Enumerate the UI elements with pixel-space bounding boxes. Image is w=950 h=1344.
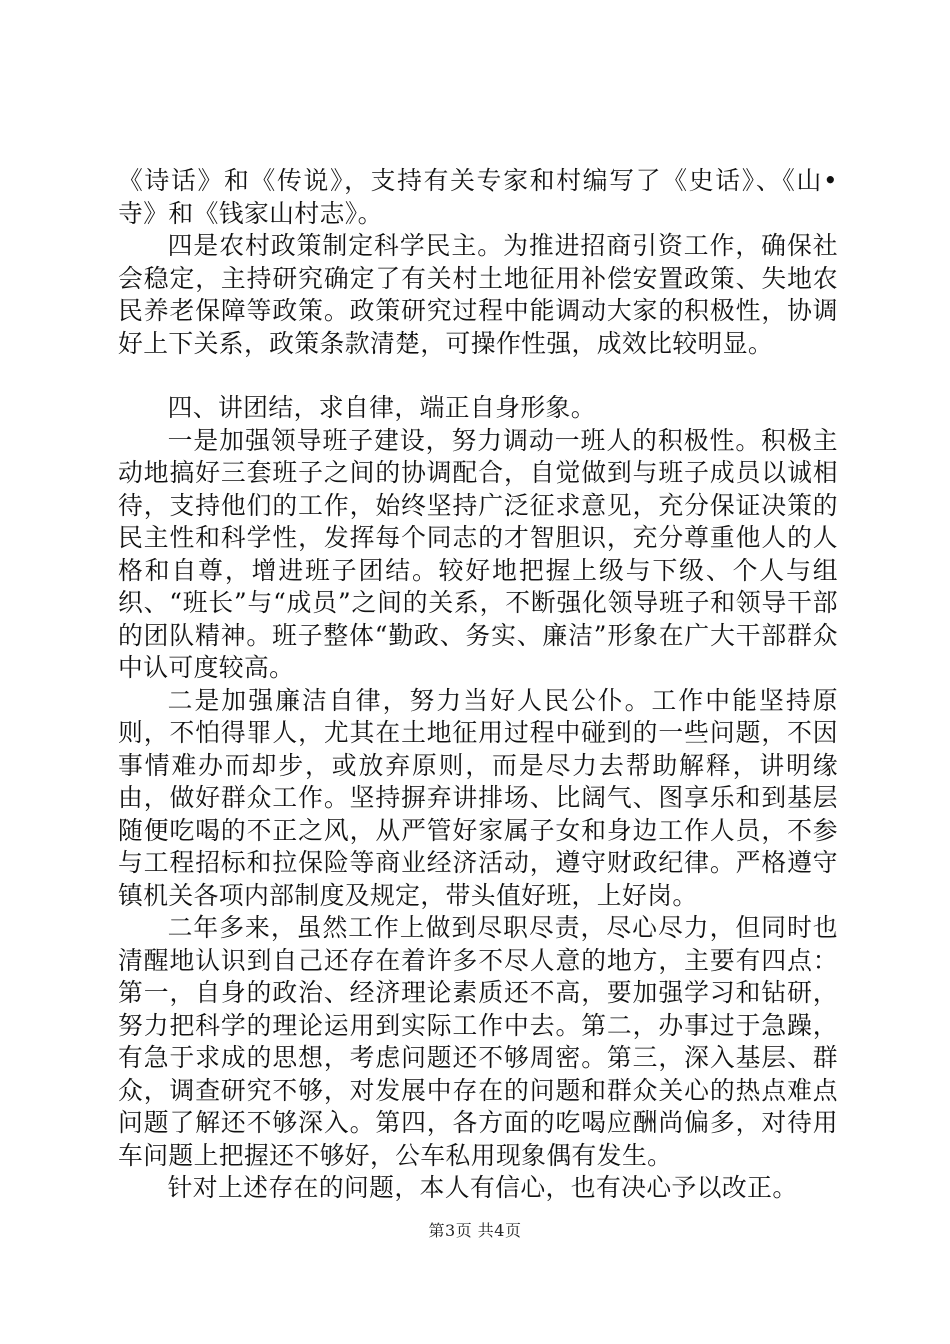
paragraph-continuation: 《诗话》和《传说》，支持有关专家和村编写了《史话》、《山•寺》和《钱家山村志》。 <box>118 166 838 228</box>
paragraph-leadership-team: 一是加强领导班子建设，努力调动一班人的积极性。积极主动地搞好三套班子之间的协调配合，自觉做到与班子成员以诚相待，支持他们的工作，始终坚持广泛征求意见，充分保证决策的民主性和科学性，发挥每个同志的才智胆识，充分尊重他人的人格和自尊，增进班子团结。较好地把握上级与下级、个人与组织、“班长”与“成员”之间的关系，不断强化领导班子和领导干部的团队精神。班子整体“勤政、务实、廉洁”形象在广大干部群众中认可度较高。 <box>118 425 838 682</box>
paragraph-shortcomings: 二年多来，虽然工作上做到尽职尽责，尽心尽力，但同时也清醒地认识到自己还存在着许多不尽人意的地方，主要有四点：第一，自身的政治、经济理论素质还不高，要加强学习和钻研，努力把科学的理论运用到实际工作中去。第二，办事过于急躁，有急于求成的思想，考虑问题还不够周密。第三，深入基层、群众，调查研究不够，对发展中存在的问题和群众关心的热点难点问题了解还不够深入。第四，各方面的吃喝应酬尚偏多，对待用车问题上把握还不够好，公车私用现象偶有发生。 <box>118 913 838 1170</box>
paragraph-rural-policy: 四是农村政策制定科学民主。为推进招商引资工作，确保社会稳定，主持研究确定了有关村土地征用补偿安置政策、失地农民养老保障等政策。政策研究过程中能调动大家的积极性，协调好上下关系，政策条款清楚，可操作性强，成效比较明显。 <box>118 231 838 358</box>
page-footer: 第3页 共4页 <box>428 1221 522 1240</box>
paragraph-integrity: 二是加强廉洁自律，努力当好人民公仆。工作中能坚持原则，不怕得罪人，尤其在土地征用过程中碰到的一些问题，不因事情难办而却步，或放弃原则，而是尽力去帮助解释，讲明缘由，做好群众工作。坚持摒弃讲排场、比阔气、图享乐和到基层随便吃喝的不正之风，从严管好家属子女和身边工作人员，不参与工程招标和拉保险等商业经济活动，遵守财政纪律。严格遵守镇机关各项内部制度及规定，带头值好班，上好岗。 <box>118 685 838 910</box>
section-heading-unity: 四、讲团结，求自律，端正自身形象。 <box>167 393 596 422</box>
document-body <box>118 165 838 1205</box>
paragraph-conclusion: 针对上述存在的问题，本人有信心，也有决心予以改正。 <box>167 1173 798 1202</box>
